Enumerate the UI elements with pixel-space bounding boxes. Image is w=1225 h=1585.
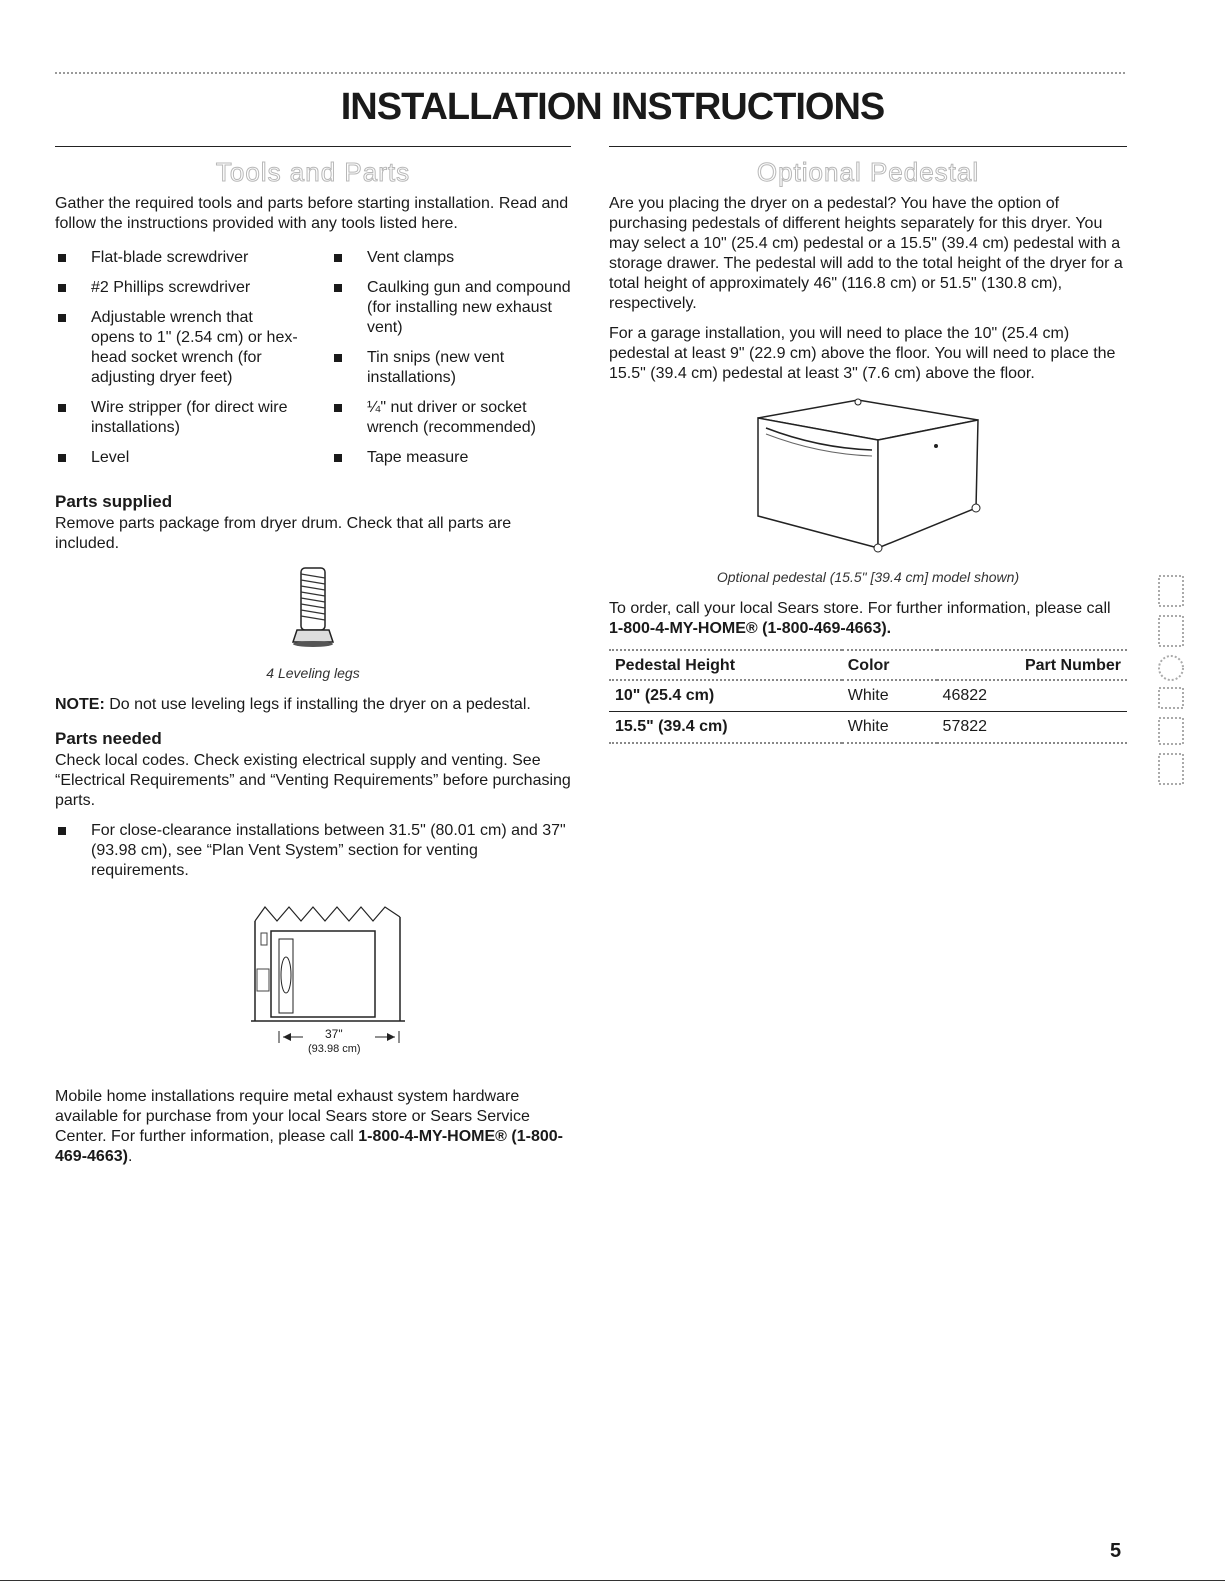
tools-and-parts-column [55, 146, 571, 1177]
tools-list-col2 [331, 248, 571, 478]
cell-color: White [842, 712, 937, 744]
order-phone: 1-800-4-MY-HOME® (1-800-469-4663). [609, 620, 892, 637]
mobile-home-phone: 1-800-4-MY-HOME® (1-800-469-4663) [55, 1128, 563, 1165]
parts-supplied-heading: Parts supplied [55, 492, 173, 511]
parts-needed-list [55, 821, 571, 881]
order-body: To order, call your local Sears store. For further information, please call [609, 600, 1111, 617]
parts-needed-heading: Parts needed [55, 729, 162, 748]
tool-item: Adjustable wrench that opens to 1" (2.54 cm) or hex-head socket wrench (for adjusting dryer feet) [55, 308, 300, 388]
mobile-home-end: . [127, 1148, 133, 1165]
tools-list-col1 [55, 248, 300, 478]
note-text: Do not use leveling legs if installing the dryer on a pedestal. [104, 696, 531, 713]
tool-item: Flat-blade screwdriver [55, 248, 300, 268]
tool-item: Caulking gun and compound (for installing new exhaust vent) [331, 278, 571, 338]
mobile-home-text [55, 1087, 571, 1167]
pedestal-para-1: Are you placing the dryer on a pedestal? You have the option of purchasing pedestals of different heights separately for this dryer. You may select a 10" (25.4 cm) pedestal or a 15.5" (39.4 cm) pedestal with a storage drawer. The pedestal will add to the total height of the dryer for a total height of approximately 46" (116.8 cm) or 51.5" (130.8 cm), respectively. [609, 195, 1123, 312]
pedestal-figure [609, 398, 1127, 563]
cell-part: 46822 [937, 680, 1127, 712]
tools-and-parts-heading: Tools and Parts [215, 157, 411, 187]
bottom-rule [0, 1580, 1225, 1581]
optional-pedestal-column [609, 146, 1127, 744]
pedestal-para-2: For a garage installation, you will need to place the 10" (25.4 cm) pedestal at least 9" (22.9 cm) above the floor. You will need to place the 15.5" (39.4 cm) pedestal at least 3" (7.6 cm) above the floor. [609, 325, 1116, 382]
pedestal-caption: Optional pedestal (15.5" [39.4 cm] model shown) [716, 569, 1020, 585]
table-row [609, 712, 1127, 744]
tool-item: Tape measure [331, 448, 571, 468]
page-number: 5 [1110, 1540, 1122, 1562]
dimension-inches: 37" [325, 1027, 343, 1041]
note [55, 695, 571, 715]
pedestal-table [609, 649, 1127, 744]
mobile-home-body: Mobile home installations require metal exhaust system hardware available for purchase from your local Sears store or Sears Service Center. For further information, please call [55, 1088, 530, 1145]
cell-color: White [842, 680, 937, 712]
cell-height: 10" (25.4 cm) [609, 680, 842, 712]
pedestal-illustration [748, 398, 988, 558]
note-label: NOTE: [55, 696, 105, 713]
tool-item: ¼" nut driver or socket wrench (recommended) [331, 398, 571, 438]
col-header-height: Pedestal Height [609, 650, 842, 680]
col-header-part: Part Number [937, 650, 1127, 680]
tool-item: #2 Phillips screwdriver [55, 278, 300, 298]
parts-supplied-text: Remove parts package from dryer drum. Check that all parts are included. [55, 515, 512, 552]
page-title: INSTALLATION INSTRUCTIONS [340, 86, 885, 128]
leveling-legs-caption: 4 Leveling legs [266, 665, 360, 681]
leveling-leg-figure [55, 564, 571, 659]
optional-pedestal-heading: Optional Pedestal [756, 157, 980, 187]
tools-list [55, 248, 571, 478]
parts-needed-item: For close-clearance installations between 31.5" (80.01 cm) and 37" (93.98 cm), see “Plan Vent System” section for venting requirements. [55, 821, 571, 881]
parts-needed-text: Check local codes. Check existing electrical supply and venting. See “Electrical Requirements” and “Venting Requirements” before purchasing parts. [55, 752, 571, 809]
section-rule [55, 146, 571, 147]
leveling-leg-icon [283, 564, 343, 654]
cell-part: 57822 [937, 712, 1127, 744]
tool-item: Vent clamps [331, 248, 571, 268]
tool-item: Wire stripper (for direct wire installations) [55, 398, 300, 438]
tools-intro: Gather the required tools and parts before starting installation. Read and follow the instructions provided with any tools listed here. [55, 195, 569, 232]
section-rule [609, 146, 1127, 147]
dimension-cm: (93.98 cm) [308, 1043, 361, 1055]
close-clearance-figure [55, 899, 571, 1079]
col-header-color: Color [842, 650, 937, 680]
table-header-row [609, 650, 1127, 680]
top-dotted-rule [55, 72, 1125, 77]
tool-item: Level [55, 448, 300, 468]
side-tab-mark [1155, 572, 1187, 792]
order-text [609, 599, 1127, 639]
table-row [609, 680, 1127, 712]
tool-item: Tin snips (new vent installations) [331, 348, 571, 388]
cell-height: 15.5" (39.4 cm) [609, 712, 842, 744]
